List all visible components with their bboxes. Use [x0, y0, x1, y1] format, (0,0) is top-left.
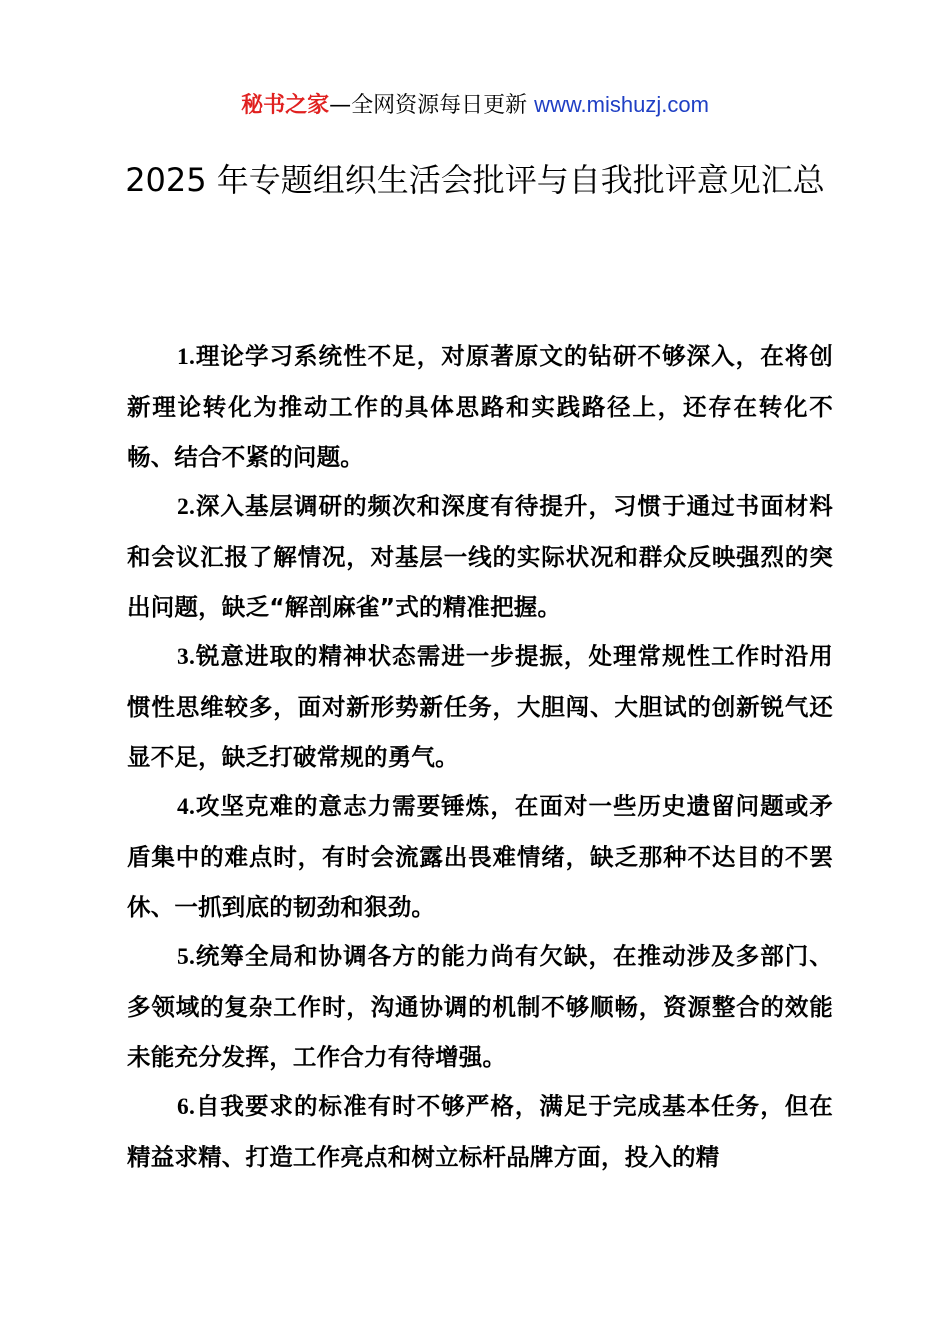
- item-text: 理论学习系统性不足，对原著原文的钻研不够深入，在将创新理论转化为推动工作的具体思路和实践路径上，还存在转化不畅、结合不紧的问题。: [127, 342, 833, 471]
- list-item: [127, 781, 833, 931]
- list-item: [127, 631, 833, 781]
- header-url-link[interactable]: www.mishuzj.com: [534, 92, 709, 117]
- item-number: 4.: [177, 794, 196, 820]
- document-body: [127, 331, 833, 1231]
- document-title: 2025 年专题组织生活会批评与自我批评意见汇总: [125, 161, 825, 199]
- list-item: [127, 931, 833, 1081]
- item-number: 1.: [177, 344, 196, 370]
- list-item: [127, 331, 833, 481]
- item-text: 攻坚克难的意志力需要锤炼，在面对一些历史遗留问题或矛盾集中的难点时，有时会流露出畏难情绪，缺乏那种不达目的不罢休、一抓到底的韧劲和狠劲。: [127, 792, 833, 921]
- item-number: 6.: [177, 1094, 196, 1120]
- list-item: [127, 481, 833, 631]
- item-text: 统筹全局和协调各方的能力尚有欠缺，在推动涉及多部门、多领域的复杂工作时，沟通协调的机制不够顺畅，资源整合的效能未能充分发挥，工作合力有待增强。: [127, 942, 833, 1071]
- item-number: 3.: [177, 644, 196, 670]
- list-item: [127, 1081, 833, 1231]
- item-text: 自我要求的标准有时不够严格，满足于完成基本任务，但在精益求精、打造工作亮点和树立标杆品牌方面，投入的精: [127, 1092, 833, 1171]
- header-slogan: —全网资源每日更新: [329, 93, 535, 118]
- item-text: 深入基层调研的频次和深度有待提升，习惯于通过书面材料和会议汇报了解情况，对基层一线的实际状况和群众反映强烈的突出问题，缺乏“解剖麻雀”式的精准把握。: [127, 492, 833, 621]
- site-header: [0, 88, 950, 123]
- brand-name: 秘书之家: [241, 93, 330, 118]
- item-number: 5.: [177, 944, 196, 970]
- item-number: 2.: [177, 494, 196, 520]
- item-text: 锐意进取的精神状态需进一步提振，处理常规性工作时沿用惯性思维较多，面对新形势新任务，大胆闯、大胆试的创新锐气还显不足，缺乏打破常规的勇气。: [127, 642, 833, 771]
